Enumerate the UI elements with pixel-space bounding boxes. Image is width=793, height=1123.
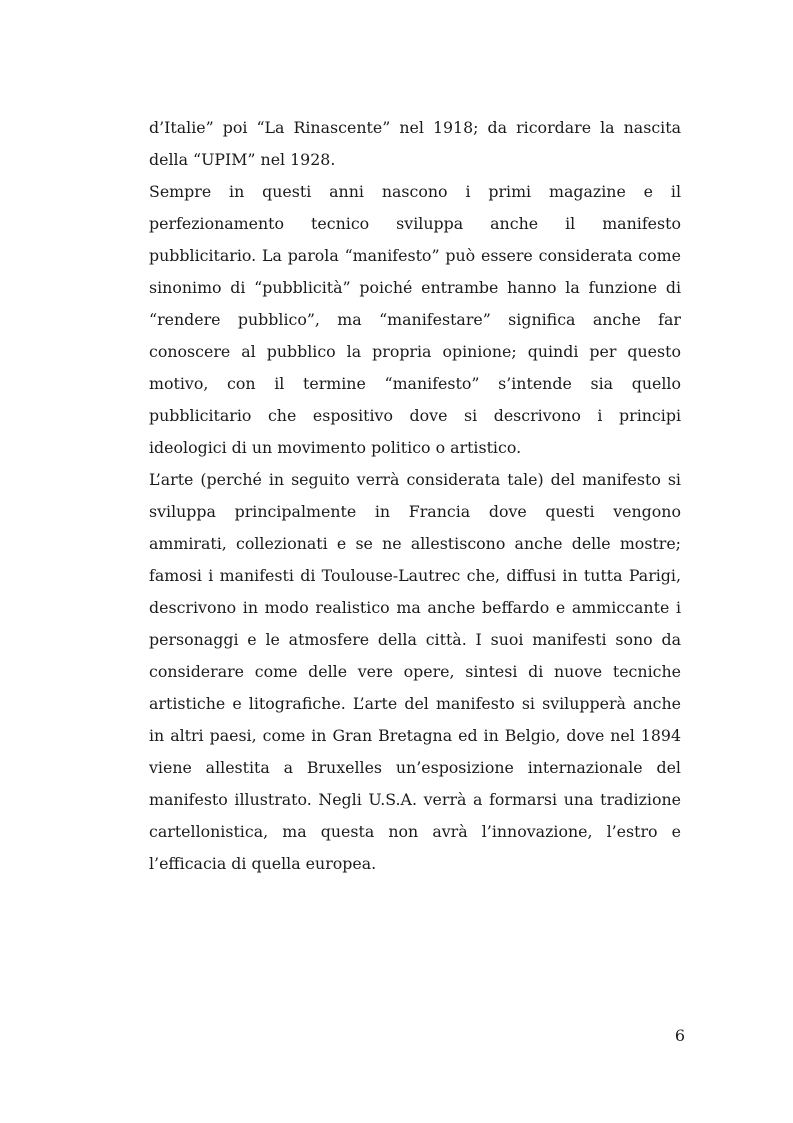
paragraph-1: d’Italie” poi “La Rinascente” nel 1918; da ricordare la nascita della “UPIM” nel 1928. <box>149 118 681 169</box>
paragraph-2: Sempre in questi anni nascono i primi magazine e il perfezionamento tecnico sviluppa anche il manifesto pubblicitario. La parola “manifesto” può essere considerata come sinonimo di “pubblicità” poiché entrambe hanno la funzione di “rendere pubblico”, ma “manifestare” significa anche far conoscere al pubblico la propria opinione; quindi per questo motivo, con il termine “manifesto” s’intende sia quello pubblicitario che espositivo dove si descrivono i principi ideologici di un movimento politico o artistico. <box>149 182 681 457</box>
paragraph-3: L’arte (perché in seguito verrà considerata tale) del manifesto si sviluppa principalmente in Francia dove questi vengono ammirati, collezionati e se ne allestiscono anche delle mostre; famosi i manifesti di Toulouse-Lautrec che, diffusi in tutta Parigi, descrivono in modo realistico ma anche beffardo e ammiccante i personaggi e le atmosfere della città. I suoi manifesti sono da considerare come delle vere opere, sintesi di nuove tecniche artistiche e litografiche. L’arte del manifesto si svilupperà anche in altri paesi, come in Gran Bretagna ed in Belgio, dove nel 1894 viene allestita a Bruxelles un’esposizione internazionale del manifesto illustrato. Negli U.S.A. verrà a formarsi una tradizione cartellonistica, ma questa non avrà l’innovazione, l’estro e l’efficacia di quella europea. <box>149 470 681 873</box>
body-text <box>149 112 681 880</box>
page-number: 6 <box>674 1026 685 1045</box>
